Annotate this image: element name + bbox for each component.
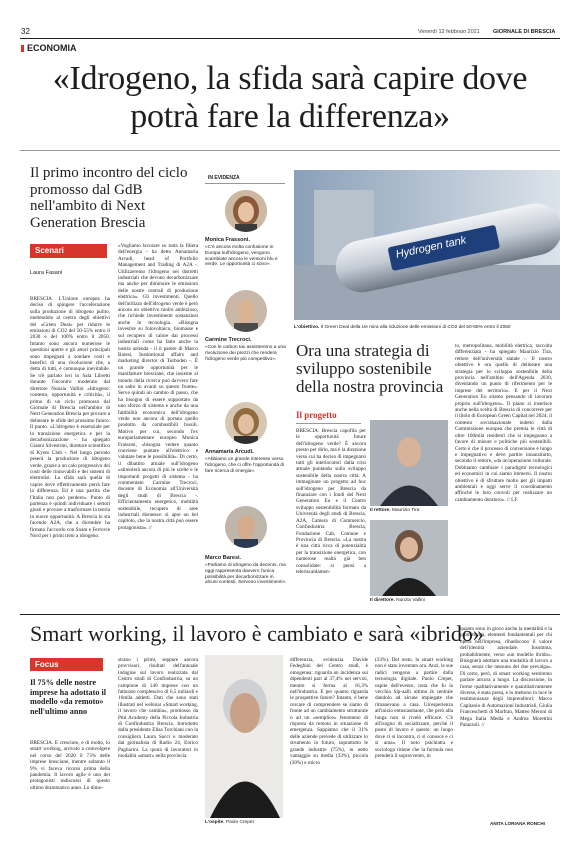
caption-lead: L'obiettivo. [294,325,320,330]
tag-underline [296,423,361,424]
main-article-col2: «Vogliamo lavorare su tutta la filiera dell'energia - ha detto Annamaria Arcudi, head of Portfolio Management and Trading di A2A -. Utilizzeremo l'idrogeno nei distretti industriali che devono decarbonizzare ma anche per diminuire le emissioni delle nostre centrali di produzione elettrica». Gli investimenti. Quello dell'utilizzo dell'idrogeno verde è però ancora un obiettivo molto ambizioso, che richiede investimenti sostanziosi anche in tecnologia. «Bisogna investire su fotovoltaico, biomasse e sul recupero di calore dai processi industriali come ha fatto anche la nostra azienda - il il parere di Marco Baresi, Institutional affairs and marketing director di Turboden -. È un grande opportunità per le manifatture bresciane, che insieme al mondo della ricerca può davvero fare un salto in avanti su questo fronte». Serve quindi un cambio di passo, che ha bisogno di essere supportato da uno sforzo di sistema e anche da una fattibilità economica dell'idrogeno verde non ancora di portata quello prodotto da combustibili fossili. Motivo per cui, secondo l'ex europarlamentare europeo Monica Frassoni, «bisogna vedere quanto conviene puntare all'elettrico e valutare bene le possibilità». Di certo, il dibattito attuale sull'idrogeno «stimolerà ancora di più le scelte e le importanti progetti di sistema - ha commentato Carmine Trecroci, docente di Economia all'Università degli studi di Brescia -. Efficientamento energetico, mobilità sostenibile, recupero di aree industriali dismesse: si apre un bel capitolo, che la nostra città può essere protagonista». // [118,243,198,531]
caption-text: Il Green Deal della Ue mira alla riduzione delle emissioni di CO2 del 50-55% entro il 2050 [320,325,511,330]
quote-name: Marco Baresi. [205,555,242,561]
caption-text: Maurizio Tira [391,508,420,513]
avatar [225,290,267,332]
quote-name: Annamaria Arcudi. [205,449,254,455]
direttore-caption [370,598,450,604]
third-subheadline: Il 75% delle nostre imprese ha adottato il modello «da remoto» nell'ultimo anno [30,678,107,716]
second-headline: Ora una strategia di sviluppo sostenibile della nostra provincia [296,341,444,396]
caption-lead: Il rettore. [370,508,391,513]
quote-name: Monica Frassoni. [205,237,250,243]
third-article-col2: strano i primi, seppure ancora provvisori, risultati dell'annuale indagine sul lavoro realizzata dal Centro studi di Confindustria, su un campione di 140 imprese con un fatturato complessivo di 6,5 miliardi e 16mila addetti. Dati che sono stati illustrati nel webinar «Smart working, il lavoro che cambia», promosso da Pmi Academy della Piccola Industria di Confindustria Brescia. Introdotto dalla presidente Elisa Torchiani con la consigliera Laura Sacci e moderato dal giornalista di Radio 24, Enrico Pagliarini. La quota di lavoratori in modalità «smart» nella provincia [118,657,198,760]
quote-text: «Con le carbon tax assisteremo a una rivoluzione dei prezzi che renderà l'idrogeno verde più competitivo». [205,345,286,362]
main-author: Laura Fasani [30,270,63,276]
third-article-col3: differenzia, evidenzia Davide Fedeghini del Centro studi, è omogenea: riguarda un incidenza sui dipendenti pari al 37,4% nei servizi, mentre si ferma al 16,3% nell'industria. E per quanto riguarda le prospettive future? Intanto, è bene cercare di comprendere se siamo di fronte ad un cambiamento strutturale o ad un «semplice» fenomeno di risposta da remoto in situazione di emergenza. Sappiamo che il 31% delle aziende prevede di utilizzare lo strumento in futuro, soprattutto le grande industrie (75%), in netto vantaggio su media (33%), piccola (30%) e micro [290,657,368,766]
third-byline: ANITA LORIANA RONCHI [490,821,545,826]
third-headline: Smart working, il lavoro è cambiato e sarà «ibrido» [30,621,484,646]
avatar [225,402,267,444]
caption-text: Paolo Crepet [225,820,254,825]
publication-name: GIORNALE DI BRESCIA [493,29,556,35]
main-article-col1: BRESCIA. L'Unione europea ha deciso di spingere l'accelerazione sulla produzione di idrogeno pulito, mettendolo al centro degli obiettivi del «Green Deal» per ridurre le emissioni di CO2 del 50-55% entro il 2030 e del 100% entro il 2050. Intanto sono ancora numerose le questioni aperte e gli attori principali sono impegnati a sondare costi e benefici di una rivoluzione che, a detta di tutti, è comunque inevitabile. Se n'è parlato ieri in Sala Libretti durante l'incontro moderato dal direttore Nunzia Vallini «Idrogeno: contesto, opportunità e criticità», il primo di un ciclo promosso dal Giornale di Brescia nell'ambito di Next Generation Brescia per provare a delineare le sfide del prossimo futuro. Il punto. «L'idrogeno è essenziale per la transizione energetica e per la decarbonizzazione - ha spiegato Gianni Silvestrini, direttore scientifico di Kyoto Club -. Nel lungo periodo peserà la produzione di idrogeno verde, grazie a un calo progressivo dei costi delle rinnovabili e dei sistemi di elettrolisi. La sfida sarà quella di capire dove effettivamente potrà fare la differenza. Ed è una partita che l'Italia non può perdere». Punto di partenza è quindi individuare i settori giusti e provare a trasformare la teoria in nuove opportunità. A Brescia lo sta facendo A2A, che a dicembre ha firmato l'accordo con Snam e Ferrovie Nord per i primi treni a idrogeno. [30,296,110,540]
third-article-col5: quanto sono in gioco anche la mentalità e la produttività, elementi fondamentali per chi opera nell'impresa, ribadiscono il valore dell'identità aziendale. Insomma, probabilmente, verso «un modello ibrido». Bisognerà adottare una modalità di lavoro a casa, senza che nessuno dei due prevalga». Di certo, però, di smart working sentiremo parlare ancora a lungo. La discussione, in forme qualitativamente e quantitativamente diverse, è stata presa, e lo mettono in luce le testimonianze degli imprenditori: Marco Capitanio di Automazioni Industriali, Giulia Franceschetti di Marfran, Matteo Meroni di Mega Italia Media e Andrea Morettini Palazzoli. // [460,626,552,729]
second-tag: Il progetto [296,410,337,420]
quote-text: «C'è ancora molta confusione in Europa sull'idrogeno, vengono scambiate ancora le versioni blu e verde. Le opportunità ci sono». [205,245,278,268]
headline-divider [20,150,560,151]
quote-text: «Abbiamo un grande interesse verso l'idrogeno, che ci offre l'opportunità di fare ricerca di energia». [205,457,285,474]
sidebar-title: IN EVIDENZA [208,175,240,181]
sidebar-rule [205,183,285,184]
avatar [225,190,267,232]
scenari-tag: Scenari [30,244,107,258]
tank-label: Hydrogen tank [394,234,468,261]
rettore-photo [370,420,448,506]
photo-caption [294,325,560,331]
page-date: Venerdì 12 febbraio 2021 [418,29,480,35]
quote-text: «Parliamo di idrogeno da decenni, ma oggi rappresenta davvero l'unica possibilità per decarbonizzare in alcuni contesti. Servono investimenti». [205,563,287,586]
caption-text: Nunzia Vallini [396,598,425,603]
caption-lead: L'ospite. [205,820,225,825]
second-article-col1: BRESCIA. Brescia capofila per le opportunità future dell'idrogeno verde? È ancora presto per dirlo, ma è la direzione verso cui ha deciso di impegnarsi tutti gli interlocutori dalla crisi attuale puntando sullo sviluppo sostenibile della nostra città. A immaginare un progetto ad hoc sull'idrogeno per Brescia da finanziare con i fondi del Next Generation Eu e il Contro sviluppo sostenibilità formato da Università degli studi di Brescia, A2A, Camera di Commercio, Confindustria Brescia, Fondazione Cab, Comune e Provincia di Brescia. «La nostra è una città ricca di potenzialità per la transizione energetica, con numerose realtà già ben consolidate: si pensi a teleriscaldamen- [296,428,366,575]
caption-lead: Il direttore. [370,598,395,603]
quote-name: Carmine Trecroci. [205,337,252,343]
section-title: ECONOMIA [27,43,77,53]
rettore-caption [370,508,450,514]
second-article-col2: to, metropolitana, mobilità elettrica, raccolta differenziata - ha spiegato Maurizio Tira, rettore dell'università statale -. Il nostro obiettivo è ora quello di delineare una strategia per lo sviluppo sostenibile della provincia nell'ambito dell'Agenda 2030, diventando un punto di riferimento per le imprese del territorio». E per il Next Generation Eu stiamo pensando di lavorare proprio sull'idrogeno». Il piano si inserisce anche nella scelta di Brescia di concorrere per il titolo di European Green Capital nel 2024, il contesto sovranazionale indetto dalla Commissione europea che premia le città di oltre 100mila residenti che si impegnano a favore di misure e politiche più sostenibili. Certo è che il processo di conversione è lungo e impegnativo e deve partire innanzitutto, secondo il rettore, «da un'operazione culturale. Dobbiamo cambiare i paradigmi tecnologici ed economici in cui siamo immersi. Il nostro obiettivo è di sfruttare molto per gli impatti ambientali e oggi serve il coordinamento affinché le loro convoli per realizzare un cambiamento duraturo». // LF. [455,343,552,503]
direttore-photo [370,520,448,596]
third-article-col4: (33%). Del resto, lo smart working non è stato inventato ora. Anzi, le sue radici vengono a partire dalla tecnologia digitale. Paolo Crepet, ospite dell'evento, nota che fu la vecchia Sip-aalli ultimo ik centrale dandolo ad alcune impiegate che rimanevano a casa. Un'esperienza all'inizio entusiasmante, che però alla lunga non si rivelò efficace. C'è all'isogno di socializzare, perché il posto di lavoro è questo: un luogo dove ci si incontra, ci si conosce e ci si ama». Il noto psichiatra e sociologo ritiene che la formula non prenderà il sopravvento, in [375,657,453,760]
article-divider [20,614,560,615]
main-headline: «Idrogeno, la sfida sarà capire dove potrà fare la differenza» [52,60,528,135]
crepet-photo [205,655,283,818]
header-rule [20,38,560,39]
focus-tag: Focus [30,658,103,671]
page-number: 32 [21,27,30,36]
section-marker [21,45,24,52]
main-subheadline: Il primo incontro del ciclo promosso dal GdB nell'ambito di Next Generation Brescia [30,165,188,231]
third-article-col1: BRESCIA. È cresciuto, e di molto, lo smart working, arrivato a coinvolgere nel corso del 2020 il 73% delle imprese bresciane, mentre soltanto il 9% vi faceva ricorso prima della pandemia. Il lavoro agile è uno dei protagonisti indiscussi di questo ultimo drammatico anno. Lo dimo- [30,740,110,791]
avatar [225,506,267,548]
crepet-caption [205,820,285,826]
